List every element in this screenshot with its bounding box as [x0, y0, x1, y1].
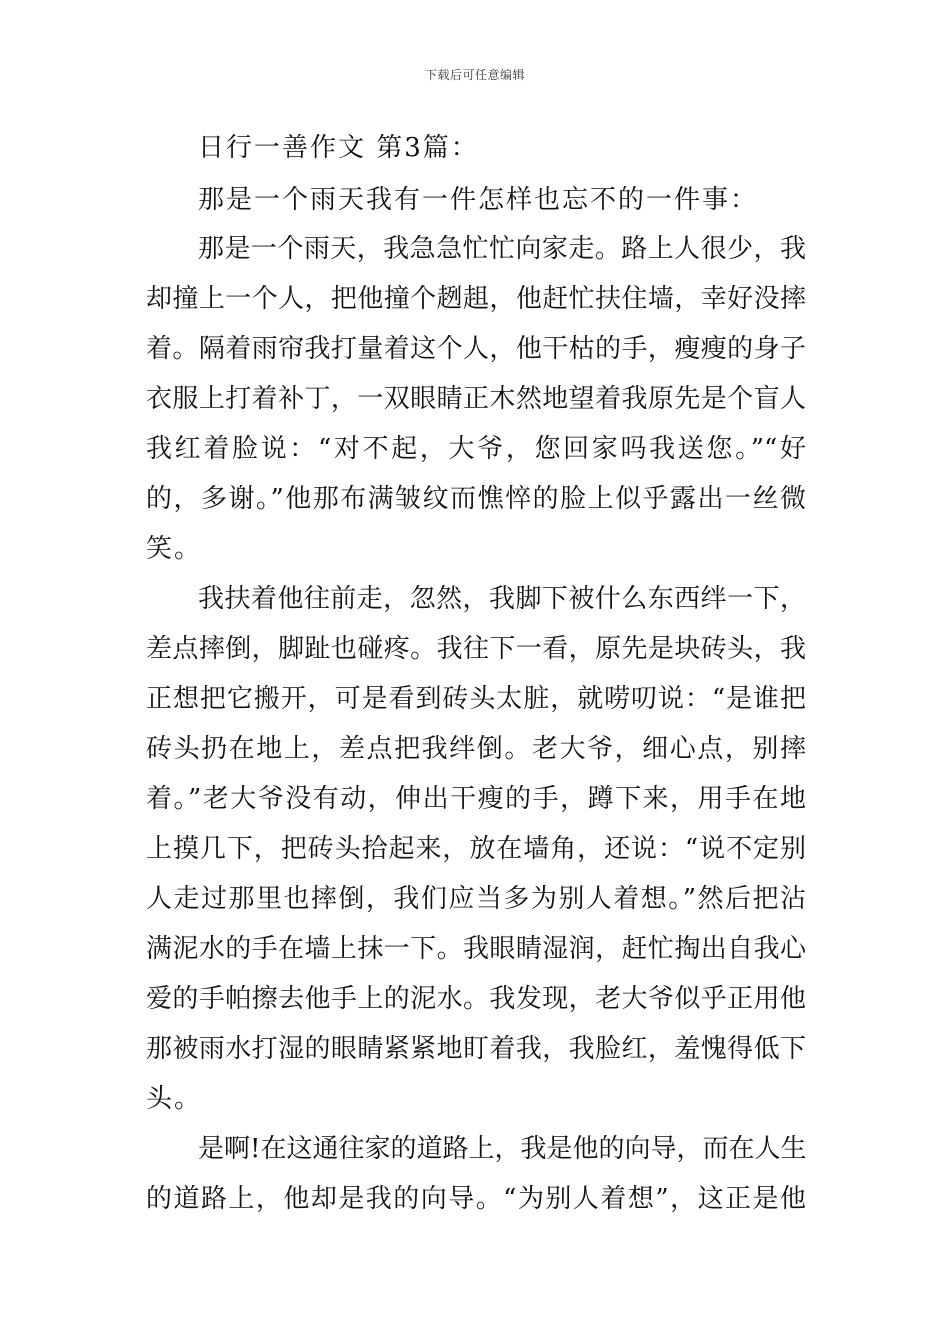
paragraph-line: 我扶着他往前走，忽然，我脚下被什么东西绊一下，	[198, 584, 806, 614]
paragraph-line: 那是一个雨天，我急急忙忙向家走。路上人很少，我	[198, 234, 806, 264]
paragraph-line: 那是一个雨天我有一件怎样也忘不的一件事：	[198, 185, 759, 215]
paragraph-line: 正想把它搬开，可是看到砖头太脏，就唠叨说：“是谁把	[146, 684, 806, 714]
paragraph-line: 着。”老大爷没有动，伸出干瘦的手，蹲下来，用手在地	[146, 784, 806, 814]
paragraph-line: 我红着脸说：“对不起，大爷，您回家吗我送您。”“好	[146, 434, 806, 464]
paragraph-line: 满泥水的手在墙上抹一下。我眼睛湿润，赶忙掏出自我心	[146, 934, 806, 964]
paragraph-line: 是啊!在这通往家的道路上，我是他的向导，而在人生	[198, 1134, 807, 1164]
paragraph-line: 衣服上打着补丁，一双眼睛正木然地望着我原先是个盲人	[146, 384, 806, 414]
paragraph-line: 上摸几下，把砖头拾起来，放在墙角，还说：“说不定别	[146, 834, 806, 864]
paragraph-line: 那被雨水打湿的眼睛紧紧地盯着我，我脸红，羞愧得低下	[146, 1034, 806, 1064]
paragraph-line: 的道路上，他却是我的向导。“为别人着想”，这正是他	[146, 1184, 806, 1214]
paragraph-line: 砖头扔在地上，差点把我绊倒。老大爷，细心点，别摔	[146, 734, 806, 764]
page-header: 下载后可任意编辑	[424, 68, 525, 82]
paragraph-line: 着。隔着雨帘我打量着这个人，他干枯的手，瘦瘦的身子	[146, 334, 806, 364]
document-title: 日行一善作文 第3篇：	[198, 133, 479, 163]
paragraph-line: 爱的手帕擦去他手上的泥水。我发现，老大爷似乎正用他	[146, 984, 806, 1014]
paragraph-line: 差点摔倒，脚趾也碰疼。我往下一看，原先是块砖头，我	[146, 634, 806, 664]
paragraph-line: 人走过那里也摔倒，我们应当多为别人着想。”然后把沾	[146, 884, 806, 914]
paragraph-line: 笑。	[146, 534, 203, 564]
paragraph-line: 的，多谢。”他那布满皱纹而憔悴的脸上似乎露出一丝微	[146, 484, 806, 514]
paragraph-line: 头。	[146, 1084, 203, 1114]
paragraph-line: 却撞上一个人，把他撞个趔趄，他赶忙扶住墙，幸好没摔	[146, 284, 806, 314]
